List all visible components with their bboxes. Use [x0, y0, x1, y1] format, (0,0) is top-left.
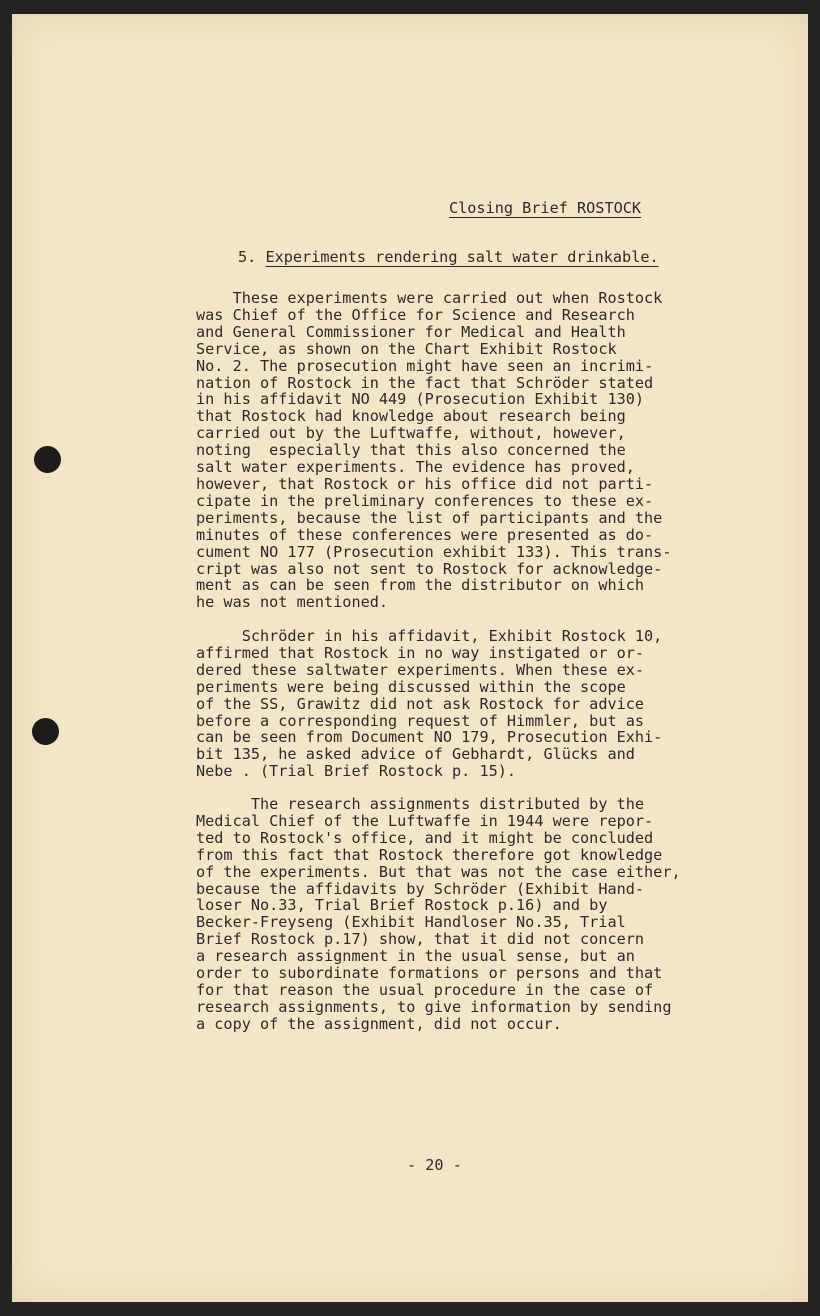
text-line: from this fact that Rostock therefore got knowledge — [196, 845, 663, 864]
text-line: periments, because the list of participants and the — [196, 508, 663, 527]
text-line: dered these saltwater experiments. When these ex- — [196, 660, 645, 679]
text-line: that Rostock had knowledge about research being — [196, 407, 626, 426]
section-number: 5. — [238, 248, 257, 266]
text-line: No. 2. The prosecution might have seen an incrimi- — [196, 356, 654, 375]
text-line: noting especially that this also concerned the — [196, 441, 626, 460]
paragraph-2 — [196, 628, 756, 780]
document-header: Closing Brief ROSTOCK — [449, 199, 642, 217]
text-line: before a corresponding request of Himmler, but as — [196, 711, 645, 730]
text-line: nation of Rostock in the fact that Schröder stated — [196, 373, 654, 392]
text-line: can be seen from Document NO 179, Prosecution Exhi- — [196, 728, 663, 747]
section-title: Experiments rendering salt water drinkable. — [265, 248, 659, 266]
text-line: loser No.33, Trial Brief Rostock p.16) and by — [196, 896, 608, 915]
text-line: Brief Rostock p.17) show, that it did not concern — [196, 930, 645, 949]
text-line: order to subordinate formations or persons and that — [196, 964, 663, 983]
text-line: Service, as shown on the Chart Exhibit Rostock — [196, 339, 617, 358]
text-line: research assignments, to give information by sending — [196, 997, 672, 1016]
text-line: he was not mentioned. — [196, 593, 389, 612]
paragraph-1 — [196, 290, 756, 611]
text-line: carried out by the Luftwaffe, without, however, — [196, 424, 626, 443]
page-number: - 20 - — [407, 1156, 462, 1174]
text-line: minutes of these conferences were presented as do- — [196, 525, 654, 544]
text-line: ment as can be seen from the distributor on which — [196, 576, 645, 595]
text-line: and General Commissioner for Medical and Health — [196, 322, 626, 341]
text-line: in his affidavit NO 449 (Prosecution Exhibit 130) — [196, 390, 645, 409]
text-line: of the SS, Grawitz did not ask Rostock for advice — [196, 694, 645, 713]
text-line: a copy of the assignment, did not occur. — [196, 1014, 562, 1033]
text-line: a research assignment in the usual sense, but an — [196, 947, 635, 966]
punch-hole-top — [34, 446, 61, 473]
text-line: cipate in the preliminary conferences to these ex- — [196, 491, 654, 510]
text-line: ted to Rostock's office, and it might be concluded — [196, 828, 654, 847]
paragraph-3 — [196, 796, 756, 1033]
text-line: Schröder in his affidavit, Exhibit Rostock 10, — [196, 627, 663, 645]
text-line: Nebe . (Trial Brief Rostock p. 15). — [196, 762, 517, 781]
text-line: cript was also not sent to Rostock for acknowledge- — [196, 559, 663, 578]
text-line: Becker-Freyseng (Exhibit Handloser No.35, Trial — [196, 913, 626, 932]
text-line: because the affidavits by Schröder (Exhibit Hand- — [196, 879, 645, 898]
text-line: however, that Rostock or his office did not parti- — [196, 474, 654, 493]
text-line: was Chief of the Office for Science and Research — [196, 305, 635, 324]
text-line: cument NO 177 (Prosecution exhibit 133). This trans- — [196, 542, 672, 561]
text-line: of the experiments. But that was not the case either, — [196, 862, 681, 881]
text-line: These experiments were carried out when Rostock — [196, 289, 663, 307]
text-line: salt water experiments. The evidence has proved, — [196, 458, 635, 477]
section-heading — [238, 248, 659, 266]
text-line: affirmed that Rostock in no way instigated or or- — [196, 643, 645, 662]
text-line: bit 135, he asked advice of Gebhardt, Glücks and — [196, 745, 635, 764]
text-line: periments were being discussed within the scope — [196, 677, 626, 696]
punch-hole-bottom — [32, 718, 59, 745]
text-line: The research assignments distributed by the — [196, 795, 645, 813]
text-line: Medical Chief of the Luftwaffe in 1944 were repor- — [196, 811, 654, 830]
text-line: for that reason the usual procedure in the case of — [196, 980, 654, 999]
